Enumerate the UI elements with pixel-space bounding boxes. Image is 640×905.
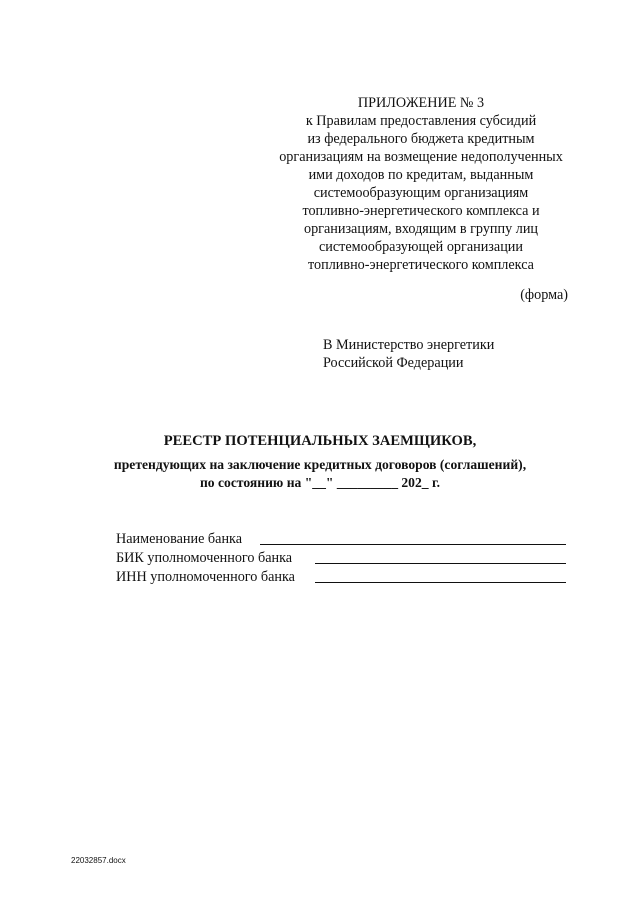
appendix-line: системообразующим организациям <box>313 185 529 201</box>
bik-label: БИК уполномоченного банка <box>116 550 293 566</box>
document-subtitle: претендующих на заключение кредитных договоров (соглашений), <box>113 457 527 472</box>
inn-label: ИНН уполномоченного банка <box>116 569 295 585</box>
addressee-block <box>323 336 494 372</box>
appendix-line: топливно-энергетического комплекса <box>308 257 534 273</box>
document-title: РЕЕСТР ПОТЕНЦИАЛЬНЫХ ЗАЕМЩИКОВ, <box>163 433 477 449</box>
addressee-line-2: Российской Федерации <box>323 355 464 371</box>
appendix-block <box>256 94 586 274</box>
appendix-line: топливно-энергетического комплекса и <box>302 203 540 219</box>
bank-name-label: Наименование банка <box>116 531 243 547</box>
appendix-line: системообразующей организации <box>319 239 523 255</box>
appendix-line: из федерального бюджета кредитным <box>307 131 535 147</box>
appendix-line: организациям, входящим в группу лиц <box>303 221 539 237</box>
form-label: (форма) <box>520 287 568 303</box>
bik-field-line <box>315 563 566 564</box>
inn-field-line <box>315 582 566 583</box>
appendix-line: к Правилам предоставления субсидий <box>305 113 537 129</box>
appendix-heading: ПРИЛОЖЕНИЕ № 3 <box>357 95 485 111</box>
document-date-line: по состоянию на "__" _________ 202_ г. <box>199 475 441 490</box>
bank-name-field-line <box>260 544 566 545</box>
appendix-line: ими доходов по кредитам, выданным <box>308 167 534 183</box>
appendix-line: организациям на возмещение недополученных <box>279 149 563 165</box>
addressee-line-1: В Министерство энергетики <box>323 337 495 353</box>
file-name-footer: 22032857.docx <box>71 856 126 865</box>
